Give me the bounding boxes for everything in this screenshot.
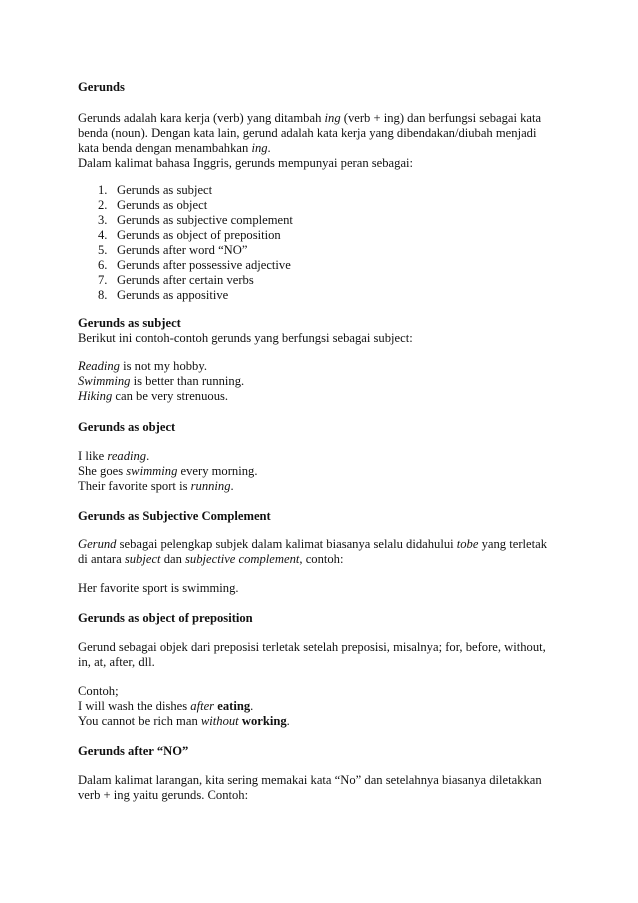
object-example-3: Their favorite sport is running. [78, 479, 234, 493]
section-heading-complement: Gerunds as Subjective Complement [78, 509, 271, 523]
complement-line-1: Gerund sebagai pelengkap subjek dalam kalimat biasanya selalu didahului tobe yang terletak [78, 537, 547, 551]
intro-line-3: kata benda dengan menambahkan ing. [78, 141, 271, 155]
list-number: 2. [98, 198, 108, 212]
after-no-line-2: verb + ing yaitu gerunds. Contoh: [78, 788, 249, 802]
list-item: Gerunds as appositive [117, 288, 229, 302]
list-item: Gerunds as subject [117, 183, 213, 197]
after-no-line-1: Dalam kalimat larangan, kita sering memakai kata “No” dan setelahnya biasanya diletakkan [78, 773, 542, 787]
list-number: 4. [98, 228, 108, 242]
section-heading-preposition: Gerunds as object of preposition [78, 611, 253, 625]
list-item: Gerunds as object of preposition [117, 228, 281, 242]
list-item: Gerunds as object [117, 198, 208, 212]
intro-line-2: benda (noun). Dengan kata lain, gerund adalah kata kerja yang dibendakan/diubah menjadi [78, 126, 537, 140]
intro-line-4: Dalam kalimat bahasa Inggris, gerunds mempunyai peran sebagai: [78, 156, 414, 170]
subject-example-2: Swimming is better than running. [78, 374, 245, 388]
section-heading-after-no: Gerunds after “NO” [78, 744, 189, 758]
list-number: 6. [98, 258, 108, 272]
object-example-1: I like reading. [78, 449, 150, 463]
object-example-2: She goes swimming every morning. [78, 464, 258, 478]
subject-intro: Berikut ini contoh-contoh gerunds yang berfungsi sebagai subject: [78, 331, 413, 345]
list-number: 8. [98, 288, 108, 302]
preposition-example-2: You cannot be rich man without working. [78, 714, 290, 728]
document-title: Gerunds [78, 80, 125, 94]
preposition-contoh: Contoh; [78, 684, 119, 698]
list-number: 5. [98, 243, 108, 257]
section-heading-subject: Gerunds as subject [78, 316, 181, 330]
list-number: 7. [98, 273, 108, 287]
subject-example-1: Reading is not my hobby. [78, 359, 207, 373]
intro-line-1: Gerunds adalah kara kerja (verb) yang ditambah ing (verb + ing) dan berfungsi sebagai kata [78, 111, 542, 125]
list-item: Gerunds after word “NO” [117, 243, 248, 257]
list-item: Gerunds as subjective complement [117, 213, 293, 227]
complement-example: Her favorite sport is swimming. [78, 581, 239, 595]
subject-example-3: Hiking can be very strenuous. [78, 389, 229, 403]
preposition-line-2: in, at, after, dll. [78, 655, 155, 669]
list-number: 1. [98, 183, 108, 197]
list-item: Gerunds after certain verbs [117, 273, 254, 287]
preposition-line-1: Gerund sebagai objek dari preposisi terletak setelah preposisi, misalnya; for, before, without, [78, 640, 546, 654]
complement-line-2: di antara subject dan subjective complement, contoh: [78, 552, 344, 566]
preposition-example-1: I will wash the dishes after eating. [78, 699, 254, 713]
section-heading-object: Gerunds as object [78, 420, 176, 434]
list-item: Gerunds after possessive adjective [117, 258, 291, 272]
list-number: 3. [98, 213, 108, 227]
